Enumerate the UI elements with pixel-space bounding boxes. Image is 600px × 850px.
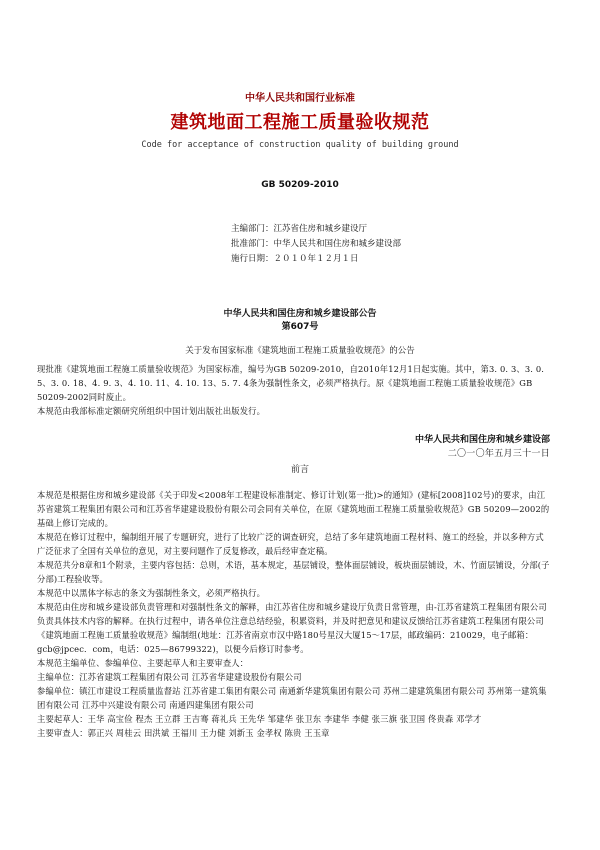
main-reviewers: 主要审查人：郭正兴 周桂云 田洪斌 王福川 王力健 刘新玉 金孝权 陈贵 王玉章 [37,728,330,738]
effective-date-line: 施行日期：２０１０年１２月１日 [231,254,359,264]
announcement-subject: 关于发布国家标准《建筑地面工程施工质量验收规范》的公告 [185,346,415,356]
chief-editor-line: 主编部门：江苏省住房和城乡建设厅 [231,224,368,234]
announcement-number: 第607号 [281,322,319,332]
chief-editor-units: 主编单位：江苏省建筑工程集团有限公司 江苏省华建建设股份有限公司 [37,672,302,682]
participating-units: 参编单位：镇江市建设工程质量监督站 江苏省建工集团有限公司 南通新华建筑集团有限公司 苏州二建建筑集团有限公司 苏州第一建筑集团有限公司 江苏中兴建设有限公司 南通四建集团有限公司 [37,686,547,710]
foreword-body [37,488,552,740]
issue-date: 二〇一〇年五月三十一日 [447,449,550,459]
foreword-paragraph: 本规范由住房和城乡建设部负责管理和对强制性条文的解释，由江苏省住房和城乡建设厅负责日常管理，由-江苏省建筑工程集团有限公司负责具体技术内容的解释。在执行过程中，请各单位注意总结经验，积累资料，并及时把意见和建议反馈给江苏省建筑工程集团有限公司《建筑地面工程施工质量验收规范》编制组(地址：江苏省南京市汉中路180号星汉大厦15～17层，邮政编码：210029，电子邮箱：gcb@jpcec．com，电话：025—86799322)，以便今后修订时参考。 [37,602,547,654]
foreword-paragraph: 本规范中以黑体字标志的条文为强制性条文，必须严格执行。 [37,588,266,598]
standard-code: GB 50209-2010 [261,180,339,190]
foreword-heading: 前言 [290,465,309,475]
foreword-paragraph: 本规范是根据住房和城乡建设部《关于印发<2008年工程建设标准制定、修订计划(第一批)>的通知》(建标[2008]102号)的要求，由江苏省建筑工程集团有限公司和江苏省华建建设股份有限公司会同有关单位，在原《建筑地面工程施工质量验收规范》GB 50209—2002的基础上修订完成的。 [37,490,550,528]
announcement-body [37,362,552,418]
announcement-title: 中华人民共和国住房和城乡建设部公告 [223,309,377,319]
foreword-paragraph: 本规范共分8章和1个附录，主要内容包括：总则，术语，基本规定，基层铺设，整体面层铺设，板块面层铺设，木、竹面层铺设，分部(子分部)工程验收等。 [37,560,550,584]
issuer: 中华人民共和国住房和城乡建设部 [414,435,550,445]
announcement-paragraph: 现批准《建筑地面工程施工质量验收规范》为国家标准，编号为GB 50209-2010，自2010年12月1日起实施。其中，第3. 0. 3、3. 0. 5、3. 0. 18、4. 9. 3、4. 10. 11、4. 10. 13、5. 7. 4条为强制性条文，必须严格执行。原《建筑地面工程施工质量验收规范》GB 50209-2002同时废止。 [37,364,545,402]
main-drafters: 主要起草人：王华 高宝俭 程杰 王立群 王吉骞 蒋礼兵 王先华 邹建华 张卫东 李建华 李健 张三旗 张卫国 佟贵森 邓学才 [37,714,482,724]
english-subtitle: Code for acceptance of construction quality of building ground [141,140,459,150]
approver-line: 批准部门：中华人民共和国住房和城乡建设部 [231,239,402,249]
document-title: 建筑地面工程施工质量验收规范 [170,112,430,133]
foreword-paragraph: 本规范在修订过程中，编制组开展了专题研究，进行了比较广泛的调查研究，总结了多年建筑地面工程材料、施工的经验，并以多种方式广泛征求了全国有关单位的意见，对主要问题作了反复修改，最后经审查定稿。 [37,532,544,556]
foreword-paragraph: 本规范主编单位、参编单位、主要起草人和主要审查人： [37,658,249,668]
industry-standard-label: 中华人民共和国行业标准 [245,93,355,104]
announcement-paragraph: 本规范由我部标准定额研究所组织中国计划出版社出版发行。 [37,406,266,416]
